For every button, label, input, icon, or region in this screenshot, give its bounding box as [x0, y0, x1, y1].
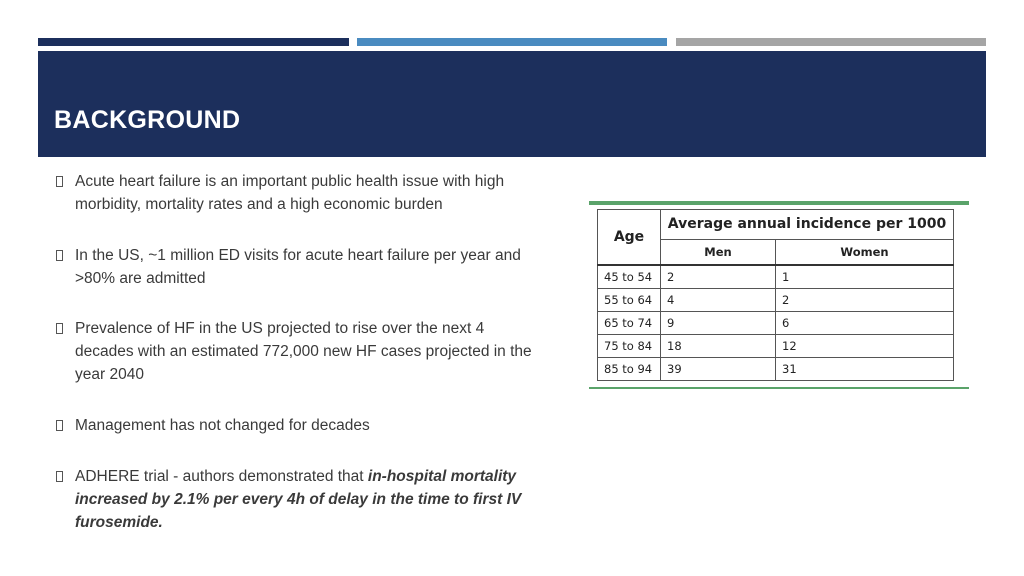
bullet-marker-icon: [56, 176, 63, 187]
cell-men: 18: [661, 335, 776, 358]
column-header-age: Age: [598, 210, 661, 266]
bullet-marker-icon: [56, 323, 63, 334]
bullet-text-prefix: ADHERE trial - authors demonstrated that: [75, 468, 368, 485]
bullet-text: Prevalence of HF in the US projected to rise over the next 4 decades with an estimated 772,000 new HF cases projected in the year 2040: [75, 320, 532, 383]
bullet-item: [56, 170, 546, 216]
incidence-table-panel: [589, 201, 969, 389]
cell-age: 55 to 64: [598, 289, 661, 312]
top-accent-bar-dark: [38, 38, 349, 46]
cell-men: 9: [661, 312, 776, 335]
cell-men: 4: [661, 289, 776, 312]
cell-age: 65 to 74: [598, 312, 661, 335]
cell-age: 75 to 84: [598, 335, 661, 358]
bullet-item: [56, 414, 370, 437]
slide-title: BACKGROUND: [54, 106, 241, 134]
bullet-text-emphasis: in-hospital mortality increased by 2.1% per every 4h of delay in the time to first IV furosemide.: [75, 468, 522, 531]
bullet-item: [56, 244, 546, 290]
table-row: [598, 335, 954, 358]
bullet-marker-icon: [56, 471, 63, 482]
top-accent-bar-blue: [357, 38, 667, 46]
table-row: [598, 312, 954, 335]
cell-women: 2: [776, 289, 954, 312]
bullet-item: [56, 465, 546, 534]
top-accent-bar-gray: [676, 38, 986, 46]
column-header-men: Men: [661, 239, 776, 265]
title-band: [38, 51, 986, 157]
table-row: [598, 358, 954, 381]
table-row: [598, 289, 954, 312]
bullet-item: [56, 317, 546, 386]
cell-women: 1: [776, 265, 954, 289]
bullet-marker-icon: [56, 420, 63, 431]
bullet-text: In the US, ~1 million ED visits for acute heart failure per year and >80% are admitted: [75, 247, 521, 287]
bullet-text: Acute heart failure is an important public health issue with high morbidity, mortality rates and a high economic burden: [75, 173, 505, 213]
cell-men: 39: [661, 358, 776, 381]
table-row: [598, 265, 954, 289]
incidence-table: [597, 209, 954, 381]
cell-women: 31: [776, 358, 954, 381]
cell-women: 12: [776, 335, 954, 358]
column-header-women: Women: [776, 239, 954, 265]
bullet-text: Management has not changed for decades: [75, 417, 370, 434]
bullet-marker-icon: [56, 250, 63, 261]
cell-age: 45 to 54: [598, 265, 661, 289]
column-header-group: Average annual incidence per 1000: [661, 210, 954, 240]
cell-age: 85 to 94: [598, 358, 661, 381]
cell-men: 2: [661, 265, 776, 289]
cell-women: 6: [776, 312, 954, 335]
